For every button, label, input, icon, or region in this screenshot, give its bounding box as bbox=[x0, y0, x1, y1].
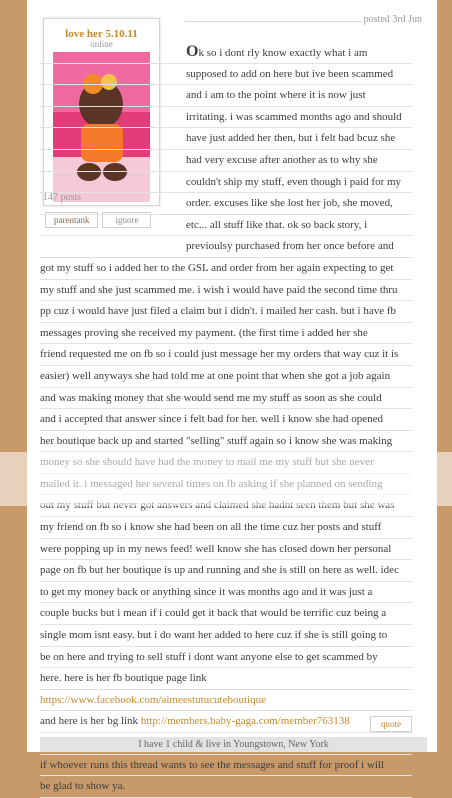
post-line: to get my money back or anything since it was months ago and it was just a bbox=[40, 582, 412, 604]
post-line: order. excuses like she lost her job, she moved, bbox=[40, 193, 412, 215]
post-date: posted 3rd Jun bbox=[363, 14, 422, 25]
post-line: irritating. i was scammed months ago and should bbox=[40, 107, 412, 129]
post-line: were popping up in my news feed! well know she has closed down her personal bbox=[40, 539, 412, 561]
post-line: and was making money that she would send me my stuff as soon as she could bbox=[40, 388, 412, 410]
post-line: got my stuff so i added her to the GSL and order from her again expecting to get bbox=[40, 258, 412, 280]
quote-button[interactable]: quote bbox=[370, 716, 412, 732]
online-status: online bbox=[90, 39, 113, 49]
post-line: her boutique back up and started "selling" stuff again so i know she was making bbox=[40, 431, 412, 453]
post-line: etc... all stuff like that. ok so back story, i bbox=[40, 215, 412, 237]
post-line: had very excuse after another as to why she bbox=[40, 150, 412, 172]
signature: I have 1 child & live in Youngstown, New York bbox=[40, 737, 427, 752]
header-divider bbox=[185, 21, 363, 22]
post-body bbox=[40, 42, 412, 798]
post-line: easier) well anyways she had told me at one point that when she got a job again bbox=[40, 366, 412, 388]
post-line: supposed to add on here but ive been scammed bbox=[40, 64, 412, 86]
profile-name[interactable]: love her 5.10.11 bbox=[65, 28, 138, 40]
post-line: couldn't ship my stuff, even though i paid for my bbox=[40, 172, 412, 194]
post-line: my friend on fb so i know she had been on all the time cuz her posts and stuff bbox=[40, 517, 412, 539]
post-line: previoulsy purchased from her once before and bbox=[40, 236, 412, 258]
post-line: Ok so i dont rly know exactly what i am bbox=[40, 42, 412, 64]
post-card bbox=[27, 0, 437, 793]
post-line: single mom isnt easy. but i do want her added to here cuz if she is still going to bbox=[40, 625, 412, 647]
closing-line: be glad to show ya. bbox=[40, 776, 412, 798]
post-line: couple bucks but i mean if i could get it back that would be terrific cuz being a bbox=[40, 603, 412, 625]
drop-cap: O bbox=[186, 43, 199, 60]
post-line: be on here and trying to sell stuff i dont want anyone else to get scammed by bbox=[40, 647, 412, 669]
post-line: here. here is her fb boutique page link bbox=[40, 668, 412, 690]
post-line: pp cuz i would have just filed a claim but i didn't. i mailed her cash. but i have fb bbox=[40, 301, 412, 323]
closing-line: if whoever runs this thread wants to see the messages and stuff for proof i will bbox=[40, 755, 412, 777]
bg-link-line: and here is her bg link http://members.baby-gaga.com/member763138 bbox=[40, 711, 412, 733]
post-line: and i am to the point where it is now just bbox=[40, 85, 412, 107]
image-overlay-band bbox=[0, 452, 452, 506]
bg-member-link[interactable]: http://members.baby-gaga.com/member763138 bbox=[140, 715, 350, 728]
post-line: have just added her then, but i felt bad bcuz she bbox=[40, 128, 412, 150]
post-line: friend requested me on fb so i could just message her my orders that way cuz it is bbox=[40, 344, 412, 366]
post-line: page on fb but her boutique is up and running and she is still on here as well. idec bbox=[40, 560, 412, 582]
post-line: messages proving she received my payment. (the first time i added her she bbox=[40, 323, 412, 345]
ignore-button[interactable]: ignore bbox=[102, 212, 151, 228]
fb-boutique-link[interactable]: https://www.facebook.com/aimeestutucuteboutique bbox=[40, 693, 266, 706]
post-line: and i accepted that answer since i felt bad for her. well i know she had opened bbox=[40, 409, 412, 431]
post-count: 147 posts bbox=[43, 192, 82, 203]
parentank-button[interactable]: parentank bbox=[45, 212, 98, 228]
post-line: my stuff and she just scammed me. i wish i would have paid the second time thru bbox=[40, 280, 412, 302]
fb-link-line bbox=[40, 690, 412, 712]
